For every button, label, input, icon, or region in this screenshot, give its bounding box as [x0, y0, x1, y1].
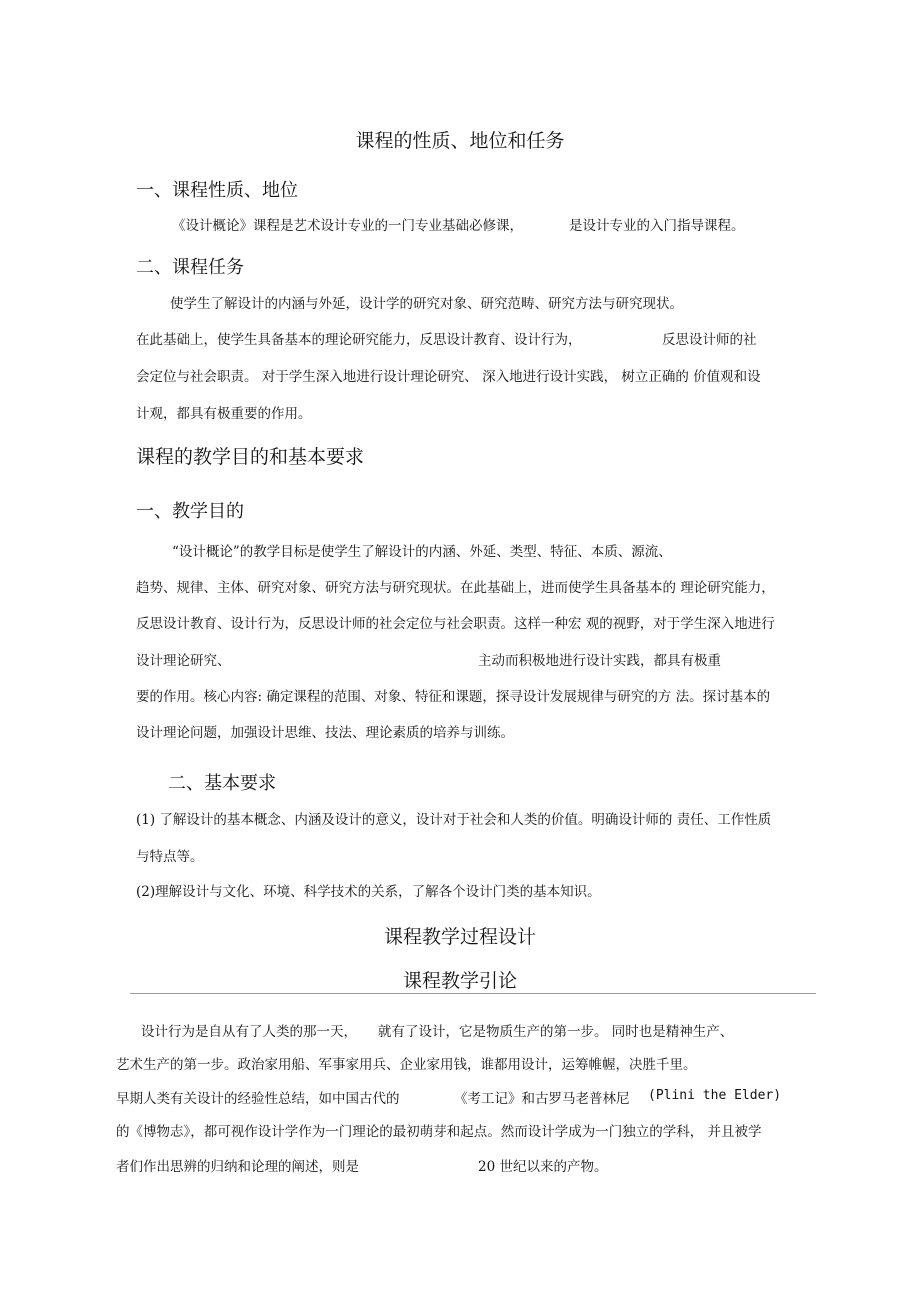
section-title-process-design: 课程教学过程设计 — [383, 926, 536, 948]
paragraph-tasks-line1: 使学生了解设计的内涵与外延，设计学的研究对象、研究范畴、研究方法与研究现状。 — [170, 296, 683, 312]
requirement-2: (2)理解设计与文化、环境、科学技术的关系，了解各个设计门类的基本知识。 — [136, 884, 601, 900]
horizontal-divider — [130, 993, 816, 994]
heading-course-tasks: 二、课程任务 — [136, 257, 244, 278]
paragraph-purpose-line4b: 主动而积极地进行设计实践，都具有极重 — [478, 653, 721, 669]
paragraph-purpose-line6: 设计理论问题，加强设计思维、技法、理论素质的培养与训练。 — [136, 725, 514, 741]
paragraph-purpose-line2: 趋势、规律、主体、研究对象、研究方法与研究现状。在此基础上，进而使学生具备基本的 理论研究能力， — [136, 580, 775, 596]
paragraph-intro-line5a: 者们作出思辨的归纳和论理的阐述，则是 — [116, 1159, 359, 1175]
heading-teaching-purpose: 一、教学目的 — [136, 501, 244, 522]
paragraph-intro-line1a: 设计行为是自从有了人类的那一天， — [141, 1024, 357, 1040]
paragraph-nature-b: 是设计专业的入门指导课程。 — [569, 218, 745, 234]
paragraph-intro-line3c: (Plini the Elder) — [648, 1088, 782, 1103]
paragraph-intro-line5b: 20 世纪以来的产物。 — [478, 1159, 608, 1175]
requirement-1-line1: (1) 了解设计的基本概念、内涵及设计的意义，设计对于社会和人类的价值。明确设计师的 责任、工作性质 — [136, 812, 772, 828]
paragraph-purpose-line4a: 设计理论研究、 — [136, 653, 231, 669]
paragraph-intro-line3b: 《考工记》和古罗马老普林尼 — [454, 1091, 630, 1107]
heading-basic-requirements: 二、基本要求 — [168, 773, 276, 794]
section-title-nature: 课程的性质、地位和任务 — [355, 130, 565, 152]
paragraph-tasks-line4: 计观，都具有极重要的作用。 — [136, 406, 312, 422]
paragraph-purpose-line1: “设计概论”的教学目标是使学生了解设计的内涵、外延、类型、特征、本质、源流、 — [172, 544, 672, 560]
paragraph-intro-line1b: 就有了设计，它是物质生产的第一步。 同时也是精神生产、 — [378, 1024, 734, 1040]
paragraph-purpose-line3: 反思设计教育、设计行为，反思设计师的社会定位与社会职责。这样一种宏 观的视野，对于学生深入地进行 — [136, 616, 775, 632]
requirement-1-line2: 与特点等。 — [136, 849, 204, 865]
section-title-objectives: 课程的教学目的和基本要求 — [136, 446, 365, 468]
paragraph-tasks-line2a: 在此基础上，使学生具备基本的理论研究能力，反思设计教育、设计行为， — [136, 332, 582, 348]
paragraph-intro-line2: 艺术生产的第一步。政治家用船、军事家用兵、企业家用钱，谁都用设计，运筹帷幄，决胜千里。 — [116, 1057, 697, 1073]
paragraph-intro-line4: 的《博物志》，都可视作设计学作为一门理论的最初萌芽和起点。然而设计学成为一门独立的学科， 并且被学 — [116, 1124, 762, 1140]
paragraph-nature-a: 《设计概论》课程是艺术设计专业的一门专业基础必修课， — [172, 218, 523, 234]
heading-nature-position: 一、课程性质、地位 — [136, 180, 298, 201]
paragraph-purpose-line5: 要的作用。核心内容: 确定课程的范围、对象、特征和课题，探寻设计发展规律与研究的方 法。探讨基本的 — [136, 689, 771, 705]
paragraph-intro-line3a: 早期人类有关设计的经验性总结，如中国古代的 — [116, 1091, 400, 1107]
section-subtitle-introduction: 课程教学引论 — [402, 970, 517, 992]
paragraph-tasks-line3: 会定位与社会职责。 对于学生深入地进行设计理论研究、 深入地进行设计实践， 树立正确的 价值观和设 — [136, 369, 761, 385]
paragraph-tasks-line2b: 反思设计师的社 — [662, 332, 757, 348]
